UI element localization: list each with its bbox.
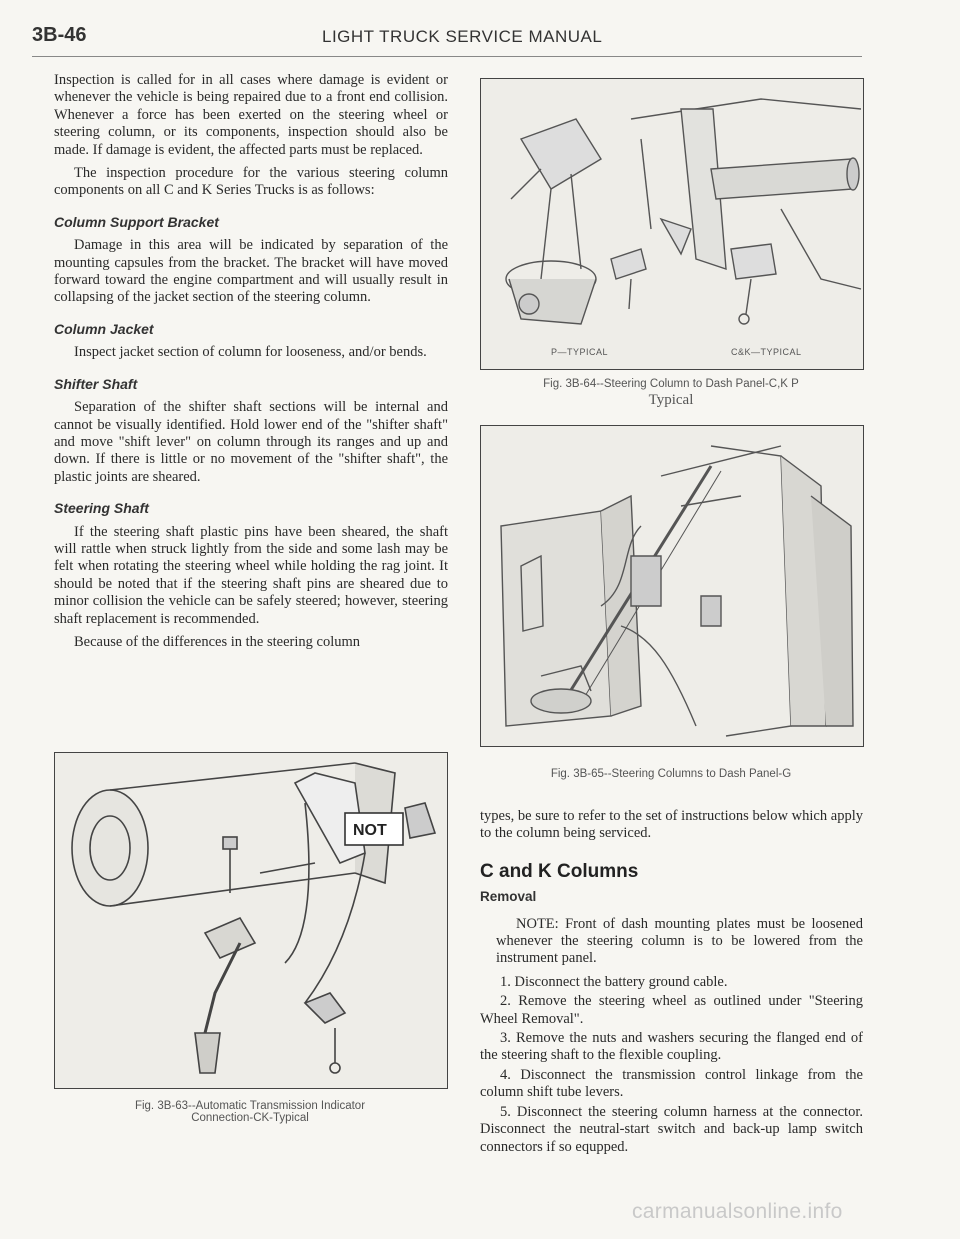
- list-item: 4. Disconnect the transmission control linkage from the column shift tube levers.: [480, 1066, 863, 1101]
- figure-caption: [54, 1100, 446, 1124]
- figure-3b-63: [54, 752, 448, 1089]
- section-heading: Column Support Bracket: [54, 213, 219, 230]
- watermark: carmanualsonline.info: [632, 1200, 843, 1223]
- section-heading: Shifter Shaft: [54, 375, 138, 392]
- right-column: [480, 808, 863, 1158]
- list-item: 2. Remove the steering wheel as outlined under "Steering Wheel Removal".: [480, 993, 863, 1027]
- running-head: LIGHT TRUCK SERVICE MANUAL: [322, 27, 603, 46]
- section-body: Inspect jacket section of column for looseness, and/or bends.: [74, 344, 427, 361]
- removal-steps: [480, 974, 863, 1156]
- section-body: If the steering shaft plastic pins have been sheared, the shaft will rattle when struck lightly from the side and some lash may be felt when rotating the steering wheel while holding the rag joint. It should be noted that if the steering shaft pins are sheared due to minor collision the vehicle can be safely steered; however, steering shaft replacement is recommended.: [54, 523, 448, 627]
- fig64-caption-typical: Typical: [648, 392, 694, 408]
- list-item: 5. Disconnect the steering column harness at the connector. Disconnect the neutral-start switch and back-up lamp switch connectors if so equpped.: [480, 1103, 863, 1155]
- fig64-caption: Fig. 3B-64--Steering Column to Dash Panel-C,K P: [543, 378, 799, 390]
- trailing-paragraph: Because of the differences in the steering column: [74, 633, 360, 650]
- section-body: Separation of the shifter shaft sections will be internal and cannot be visually identified. Hold lower end of the "shifter shaft" and move "shift lever" on column through its ranges and up and down. If there is little or no movement of the "shifter shaft", the plastic joints are sheared.: [54, 399, 448, 485]
- figure-3b-64: [480, 78, 864, 370]
- fig65-caption: Fig. 3B-65--Steering Columns to Dash Panel-G: [550, 768, 792, 780]
- section-body: Damage in this area will be indicated by separation of the mounting capsules from the bracket. The bracket will have moved forward toward the engine compartment and will usually result in collapsing of the jacket section of the steering column.: [54, 237, 448, 306]
- fig64-label-ck: C&K—TYPICAL: [731, 347, 802, 357]
- figure-3b-65: [480, 425, 864, 747]
- fig64-label-p: P—TYPICAL: [551, 347, 609, 357]
- left-column: [54, 72, 448, 657]
- page-number: 3B-46: [32, 24, 87, 46]
- continued-paragraph: types, be sure to refer to the set of instructions below which apply to the column being serviced.: [480, 808, 863, 842]
- section-heading: Steering Shaft: [54, 500, 149, 517]
- note-paragraph: NOTE: Front of dash mounting plates must be loosened whenever the steering column is to be lowered from the instrument panel.: [496, 915, 863, 967]
- g-steering-column-illustration: [481, 426, 863, 746]
- section-heading: Column Jacket: [54, 320, 154, 337]
- fig63-caption-line2: Connection-CK-Typical: [191, 1112, 309, 1124]
- transmission-indicator-illustration: [55, 753, 447, 1088]
- figure-caption: [480, 378, 862, 409]
- steering-column-dash-illustration: [481, 79, 863, 369]
- subsection-title: Removal: [480, 889, 537, 905]
- section-title: C and K Columns: [480, 860, 639, 882]
- list-item: 3. Remove the nuts and washers securing the flanged end of the steering shaft to the flexible coupling.: [480, 1030, 863, 1064]
- neutral-tag-label: NOT: [353, 822, 387, 839]
- fig63-caption: Fig. 3B-63--Automatic Transmission Indicator: [134, 1100, 366, 1112]
- intro-paragraph: Inspection is called for in all cases where damage is evident or whenever the vehicle is being repaired due to a front end collision. Whenever a force has been exerted on the steering wheel or steering column, or its components, inspection should also be made. If damage is evident, the affected parts must be replaced.: [54, 72, 448, 158]
- list-item: 1. Disconnect the battery ground cable.: [500, 973, 728, 990]
- header-rule: [32, 56, 862, 57]
- intro-paragraph-2: The inspection procedure for the various steering column components on all C and K Series Trucks is as follows:: [54, 165, 448, 199]
